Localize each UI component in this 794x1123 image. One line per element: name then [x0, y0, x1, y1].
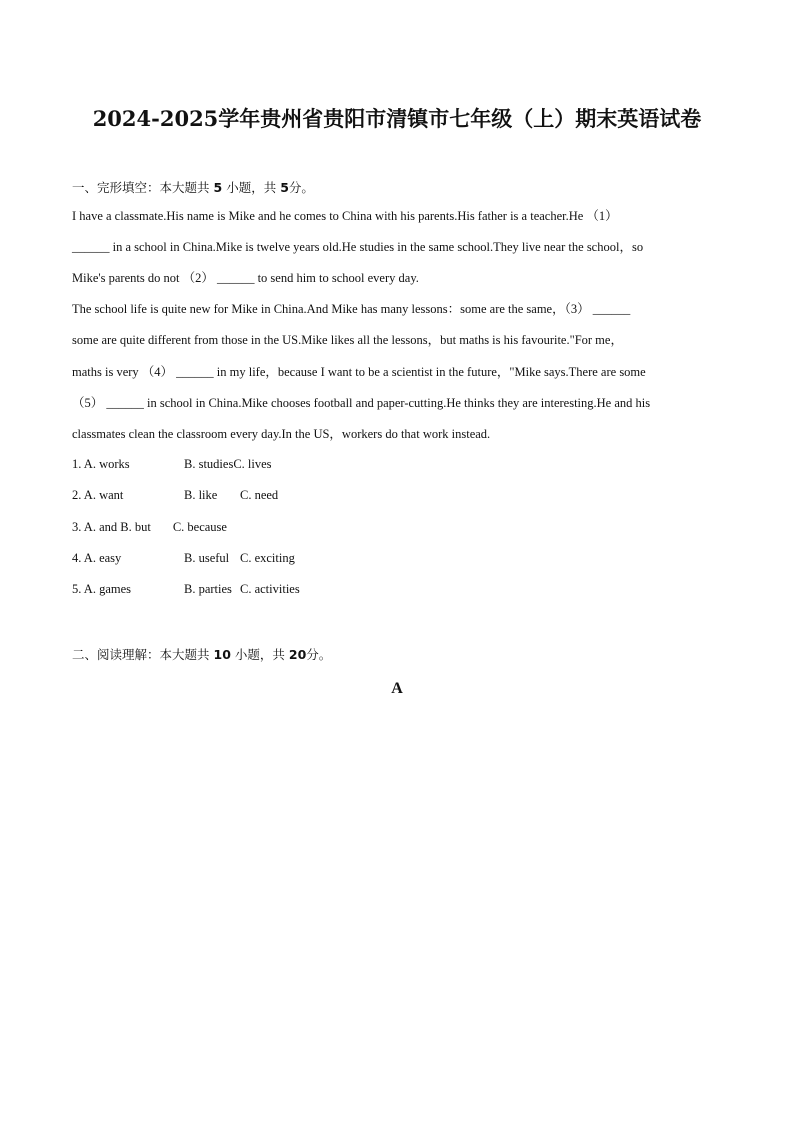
option-row-2 [72, 488, 278, 503]
option-4-a: 4. A. easy [72, 551, 122, 565]
section-2-heading-prefix: 二、阅读理解：本大题共 [72, 647, 210, 662]
passage-line-2: ______ in a school in China.Mike is twelve years old.He studies in the same school.They live near the school，so [72, 240, 644, 254]
option-2-c: C. need [240, 488, 279, 502]
option-4-b: B. useful [184, 551, 230, 565]
option-3-c: C. because [172, 520, 227, 534]
option-5-c: C. activities [240, 582, 300, 596]
option-5-a: 5. A. games [72, 582, 132, 596]
passage-line-4: The school life is quite new for Mike in China.And Mike has many lessons：some are the same，（3） ______ [72, 302, 631, 316]
section-1-heading-prefix: 一、完形填空：本大题共 [72, 180, 210, 195]
option-2-b: B. like [184, 488, 218, 502]
option-row-3 [72, 520, 227, 535]
option-3-b: B. but [120, 520, 151, 534]
section-1-score: 5 [280, 180, 289, 195]
option-row-5 [72, 582, 300, 597]
option-1-a: 1. A. works [72, 457, 130, 471]
option-3-a: 3. A. and [72, 520, 118, 534]
option-row-4 [72, 551, 295, 566]
part-label: A [391, 680, 403, 697]
section-2-count: 10 [213, 647, 231, 662]
section-2-score: 20 [288, 647, 307, 662]
section-1-heading-mid: 小题，共 [226, 180, 277, 195]
passage-line-3: Mike's parents do not （2） ______ to send him to school every day. [72, 271, 419, 285]
section-2-heading [72, 645, 331, 663]
option-2-a: 2. A. want [72, 488, 124, 502]
option-1-c: C. lives [233, 457, 272, 471]
section-1-heading-suffix: 分。 [288, 180, 314, 195]
option-row-1 [72, 457, 272, 472]
option-1-b: B. studies [184, 457, 234, 471]
passage-line-7: （5） ______ in school in China.Mike chooses football and paper-cutting.He thinks they are interesting.He and his [72, 396, 651, 410]
section-2-heading-mid: 小题，共 [234, 647, 285, 662]
option-5-b: B. parties [184, 582, 232, 596]
passage-line-8: classmates clean the classroom every day.In the US，workers do that work instead. [72, 427, 491, 441]
section-1-count: 5 [213, 180, 223, 195]
page-title: 2024-2025学年贵州省贵阳市清镇市七年级（上）期末英语试卷 [92, 106, 702, 131]
option-4-c: C. exciting [240, 551, 295, 565]
passage-line-1: I have a classmate.His name is Mike and he comes to China with his parents.His father is a teacher.He （1） [72, 209, 618, 223]
passage-line-6: maths is very （4） ______ in my life，because I want to be a scientist in the future，"Mike says.There are some [72, 365, 646, 379]
passage-line-5: some are quite different from those in the US.Mike likes all the lessons，but maths is his favourite."For me， [72, 333, 623, 347]
section-1-heading [72, 178, 314, 196]
section-2-heading-suffix: 分。 [306, 647, 332, 662]
